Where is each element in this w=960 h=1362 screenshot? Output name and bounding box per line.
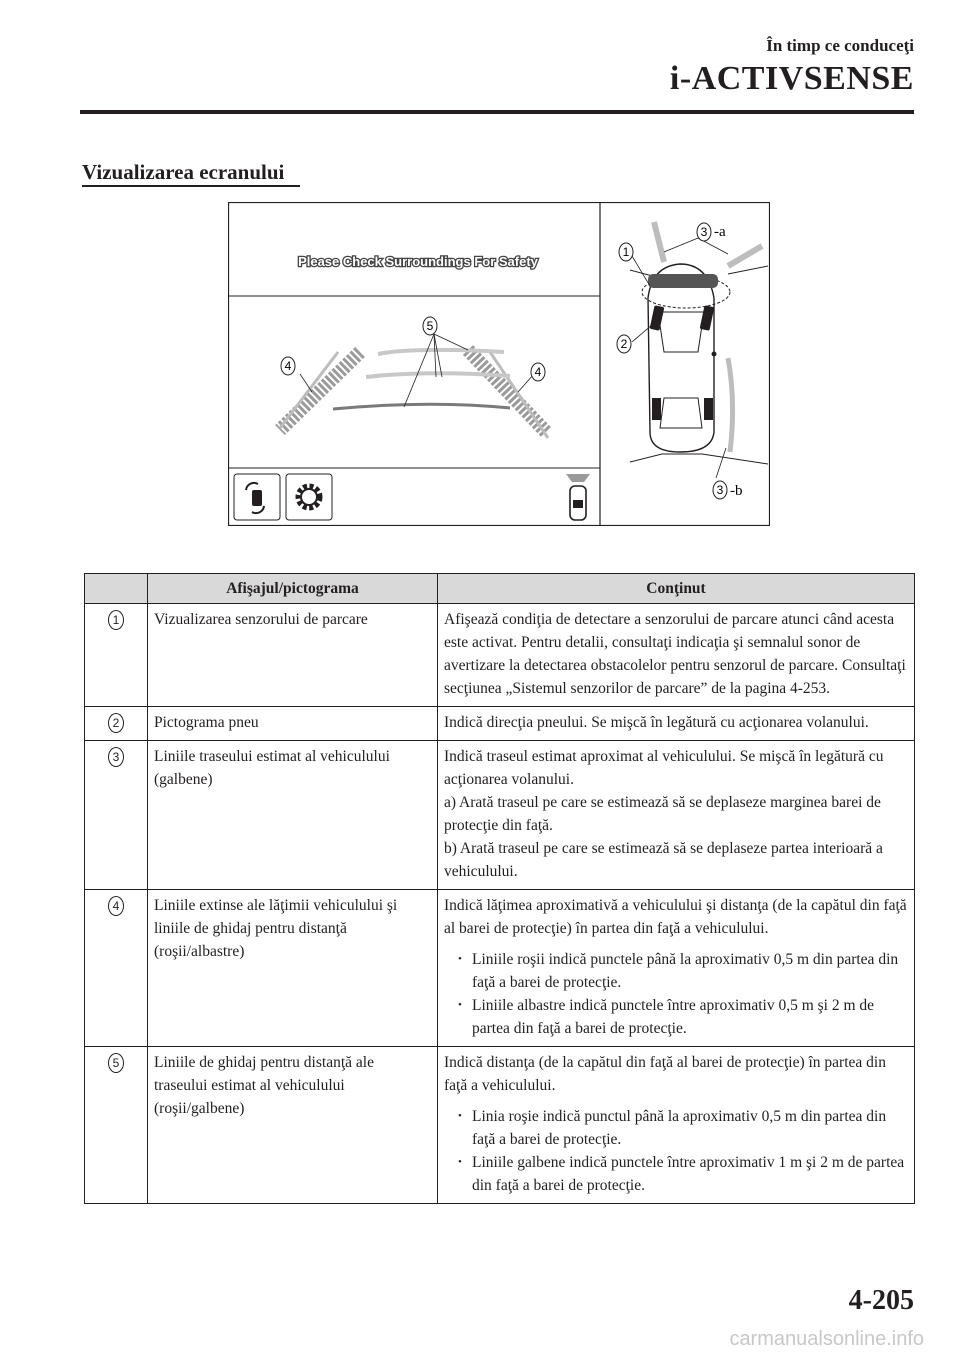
row-label: Vizualizarea senzorului de parcare [148,604,438,707]
row-number-badge: 3 [108,747,124,767]
row-number-badge: 2 [108,713,124,733]
row-label: Liniile de ghidaj pentru distanţă ale traseului estimat al vehiculului (roşii/galbene) [148,1047,438,1204]
bullet-item: • Liniile roşii indică punctele până la aproximativ 0,5 m din partea din faţă a barei de protecţie. [444,948,908,994]
row-number-badge: 1 [108,610,124,630]
row-content: Afişează condiţia de detectare a senzorului de parcare atunci când acesta este activat. Pentru detalii, consultaţi indicaţia şi semnalul sonor de avertizare la detectarea obstacolelor pentru senzorul de parcare. Consultaţi secţiunea „Sistemul senzorilor de parcare” de la pagina 4-253. [438,604,915,707]
chapter-title: i-ACTIVSENSE [669,60,914,97]
header-rule [80,110,914,114]
callout-1 [619,243,633,261]
svg-text:1: 1 [622,245,630,259]
safety-banner: Please Check Surroundings For Safety [298,254,538,269]
row-content [438,1047,915,1204]
table-row [85,604,915,707]
page-number: 4-205 [848,1285,914,1316]
row-label: Pictograma pneu [148,707,438,741]
svg-text:4: 4 [534,365,542,379]
callout-4-left [281,357,295,375]
chapter-subtitle: În timp ce conduceţi [766,36,914,55]
table-row [85,1047,915,1204]
row-number-badge: 4 [108,896,124,916]
svg-text:5: 5 [426,319,434,333]
table-row [85,707,915,741]
row-content-main: Indică lăţimea aproximativă a vehiculului şi distanţa (de la capătul din faţă al barei de protecţie) în partea din faţă a vehiculului. [444,897,907,937]
row-content [438,741,915,890]
table-header-row [85,574,915,604]
svg-text:3: 3 [700,225,708,239]
callout-2 [617,335,631,353]
svg-text:3: 3 [716,483,724,497]
row-content [438,890,915,1047]
svg-text:4: 4 [284,359,292,373]
svg-text:2: 2 [620,337,628,351]
header-num [85,574,148,604]
section-title-underline [82,185,300,187]
row-content-a: a) Arată traseul pe care se estimează să se deplaseze marginea barei de protecţie din faţă. [444,794,881,834]
callout-3b [713,481,727,499]
view-switch-icon [234,474,280,520]
watermark: carmanualsonline.info [729,1328,924,1350]
bullet-item: • Linia roşie indică punctul până la aproximativ 0,5 m din partea din faţă a barei de protecţie. [444,1105,908,1151]
bullet-item: • Liniile galbene indică punctele între aproximativ 1 m şi 2 m de partea din faţă a barei de protecţie. [444,1151,908,1197]
row-number-badge: 5 [108,1053,124,1073]
row-content-main: Indică distanţa (de la capătul din faţă al barei de protecţie) în partea din faţă a vehiculului. [444,1054,886,1094]
table-row [85,890,915,1047]
row-content-main: Indică traseul estimat aproximat al vehiculului. Se mişcă în legătură cu acţionarea volanului. [444,748,884,788]
bullet-item: • Liniile albastre indică punctele între aproximativ 0,5 m şi 2 m de partea din faţă a barei de protecţie. [444,994,908,1040]
settings-gear-icon [286,474,332,520]
header-content: Conţinut [438,574,915,604]
row-content-b: b) Arată traseul pe care se estimează să se deplaseze partea interioară a vehiculului. [444,840,883,880]
callout-5 [423,317,437,335]
section-title: Vizualizarea ecranului [82,160,285,184]
info-table [84,573,915,1204]
row-label: Liniile extinse ale lăţimii vehiculului şi liniile de ghidaj pentru distanţă (roşii/albastre) [148,890,438,1047]
callout-4-right [531,363,545,381]
header-display: Afişajul/pictograma [148,574,438,604]
row-content: Indică direcţia pneului. Se mişcă în legătură cu acţionarea volanului. [438,707,915,741]
row-label: Liniile traseului estimat al vehiculului (galbene) [148,741,438,890]
table-row [85,741,915,890]
callout-3b-suffix: -b [730,483,743,499]
callout-3a [697,223,711,241]
callout-3a-suffix: -a [714,224,726,240]
screen-illustration [228,202,770,526]
